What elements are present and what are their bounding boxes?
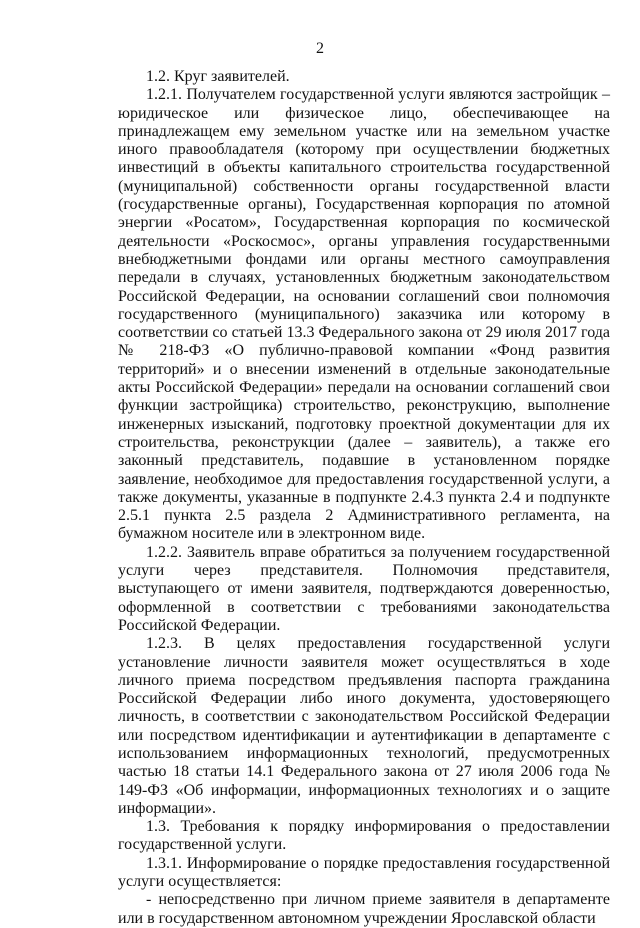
page-number: 2 [316,40,324,57]
paragraph-1-3: 1.3. Требования к порядку информирования о предоставлении государственной услуги. [118,818,610,854]
paragraph-1-2-1: 1.2.1. Получателем государственной услуги являются застройщик – юридическое или физическое лицо, обеспечивающее на принадлежащем ему земельном участке или на земельном участке иного правообладателя (которому при осуществлении бюджетных инвестиций в объекты капитального строительства государственной (муниципальной) собственности органы государственной власти (государственные органы), Государственная корпорация по атомной энергии «Росатом», Государственная корпорация по космической деятельности «Роскосмос», органы управления государственными внебюджетными фондами или органы местного самоуправления передали в случаях, установленных бюджетным законодательством Российской Федерации, на основании соглашений свои полномочия государственного (муниципального) заказчика или которому в соответствии со статьей 13.3 Федерального закона от 29 июля 2017 года № 218-ФЗ «О публично-правовой компании «Фонд развития территорий» и о внесении изменений в отдельные законодательные акты Российской Федерации» передали на основании соглашений свои функции застройщика) строительство, реконструкцию, выполнение инженерных изысканий, подготовку проектной документации для их строительства, реконструкции (далее – заявитель), а также его законный представитель, подавшие в установленном порядке заявление, необходимое для предоставления государственной услуги, а также документы, указанные в подпункте 2.4.3 пункта 2.4 и подпункте 2.5.1 пункта 2.5 раздела 2 Административного регламента, на бумажном носителе или в электронном виде. [118,86,610,543]
paragraph-1-2: 1.2. Круг заявителей. [146,68,290,85]
paragraph-1-2-2: 1.2.2. Заявитель вправе обратиться за получением государственной услуги через представителя. Полномочия представителя, выступающего от имени заявителя, подтверждаются доверенностью, оформленной в соответствии с требованиями законодательства Российской Федерации. [118,543,610,634]
paragraph-list-item: - непосредственно при личном приеме заявителя в департаменте или в государственном автономном учреждении Ярославской области [118,891,610,927]
paragraph-1-3-1: 1.3.1. Информирование о порядке предоставления государственной услуги осуществляется: [118,854,610,891]
paragraph-1-2-3: 1.2.3. В целях предоставления государственной услуги установление личности заявителя может осуществляться в ходе личного приема посредством предъявления паспорта гражданина Российской Федерации либо иного документа, удостоверяющего личность, в соответствии с законодательством Российской Федерации или посредством идентификации и аутентификации в департаменте с использованием информационных технологий, предусмотренных частью 18 статьи 14.1 Федерального закона от 27 июля 2006 года № 149-ФЗ «Об информации, информационных технологиях и о защите информации». [118,635,610,817]
document-body [118,68,610,928]
